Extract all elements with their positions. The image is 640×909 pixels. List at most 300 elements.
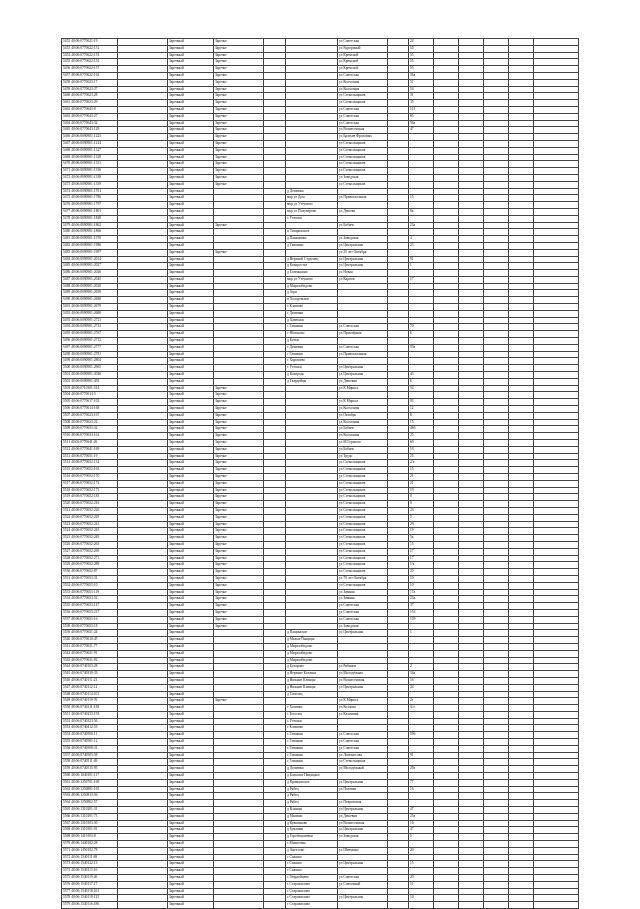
empty-cell — [388, 304, 409, 311]
empty-cell — [118, 304, 168, 311]
empty-cell — [484, 705, 509, 712]
empty-cell — [484, 242, 509, 249]
empty-cell — [264, 406, 286, 413]
empty-cell — [484, 229, 509, 236]
empty-cell — [118, 813, 168, 820]
table-row — [62, 242, 579, 249]
district: Заречный — [168, 188, 214, 195]
cadastral-number: 40:06:0770653:16 — [71, 616, 98, 621]
empty-cell — [484, 807, 509, 814]
table-row — [62, 793, 579, 800]
cadastral-number: 40:06:0770623:29 — [71, 100, 98, 105]
table-row — [62, 433, 579, 440]
settlement: д Верхний Студенец — [286, 256, 338, 263]
street: ул Стекольщиков — [338, 535, 388, 542]
cadastral-cell — [62, 290, 118, 297]
street: ул Стекольщиков — [338, 460, 388, 467]
table-row — [62, 372, 579, 379]
empty-cell — [434, 643, 459, 650]
house-number — [409, 351, 434, 358]
row-number: 5471 — [63, 168, 71, 173]
cadastral-number: 40:06:0090901:1801 — [71, 208, 102, 213]
empty-cell — [434, 270, 459, 277]
empty-cell — [264, 467, 286, 474]
street — [338, 643, 388, 650]
cadastral-number: 40:06:0770653:52 — [71, 596, 98, 601]
table-row — [62, 202, 579, 209]
empty-cell — [434, 283, 459, 290]
row-number: 5571 — [63, 847, 71, 852]
empty-cell — [264, 820, 286, 827]
house-number: 8 — [409, 494, 434, 501]
empty-cell — [434, 759, 459, 766]
settlement — [286, 93, 338, 100]
empty-cell — [118, 290, 168, 297]
empty-cell — [509, 732, 534, 739]
empty-cell — [459, 106, 484, 113]
house-number: 56а — [409, 120, 434, 127]
street: ул Кремской — [338, 66, 388, 73]
settlement: д Рябец — [286, 786, 338, 793]
table-row — [62, 106, 579, 113]
cadastral-number: 40:06:0740119:76 — [71, 698, 98, 703]
house-number: 5 — [409, 834, 434, 841]
settlement: д Мирзаобидово — [286, 657, 338, 664]
empty-cell — [534, 705, 579, 712]
empty-cell — [484, 691, 509, 698]
empty-cell — [534, 154, 579, 161]
empty-cell — [459, 773, 484, 780]
town: Заречье — [214, 154, 264, 161]
empty-cell — [459, 671, 484, 678]
district: Заречный — [168, 480, 214, 487]
empty-cell — [484, 161, 509, 168]
empty-cell — [459, 501, 484, 508]
district: Заречный — [168, 344, 214, 351]
empty-cell — [118, 501, 168, 508]
empty-cell — [509, 392, 534, 399]
empty-cell — [388, 392, 409, 399]
street: ул Стекольщиков — [338, 569, 388, 576]
settlement — [286, 399, 338, 406]
empty-cell — [509, 263, 534, 270]
empty-cell — [388, 72, 409, 79]
town — [214, 766, 264, 773]
empty-cell — [459, 249, 484, 256]
empty-cell — [459, 759, 484, 766]
empty-cell — [118, 820, 168, 827]
row-number: 5534 — [63, 596, 71, 601]
empty-cell — [118, 215, 168, 222]
empty-cell — [434, 433, 459, 440]
cadastral-number: 40:06:0770652:216 — [71, 501, 100, 506]
empty-cell — [264, 344, 286, 351]
settlement — [286, 535, 338, 542]
empty-cell — [388, 127, 409, 134]
house-number — [409, 800, 434, 807]
house-number: 1 — [409, 630, 434, 637]
house-number: 2г — [409, 698, 434, 705]
town — [214, 895, 264, 902]
house-number — [409, 623, 434, 630]
district: Заречный — [168, 562, 214, 569]
empty-cell — [534, 569, 579, 576]
empty-cell — [534, 86, 579, 93]
town: Заречье — [214, 528, 264, 535]
cadastral-cell — [62, 895, 118, 902]
district: Заречный — [168, 72, 214, 79]
town: Заречье — [214, 399, 264, 406]
empty-cell — [118, 786, 168, 793]
settlement: д Ангелово — [286, 847, 338, 854]
empty-cell — [509, 412, 534, 419]
cadastral-number: 40:06:0090901:1224 — [71, 140, 102, 145]
district: Заречный — [168, 793, 214, 800]
row-number: 5558 — [63, 759, 71, 764]
row-number: 5500 — [63, 365, 71, 370]
table-row — [62, 637, 579, 644]
empty-cell — [264, 569, 286, 576]
empty-cell — [434, 745, 459, 752]
district: Заречный — [168, 52, 214, 59]
empty-cell — [484, 106, 509, 113]
empty-cell — [459, 474, 484, 481]
empty-cell — [118, 807, 168, 814]
cadastral-number: 40:06:0770641:26 — [70, 440, 98, 445]
empty-cell — [534, 528, 579, 535]
empty-cell — [264, 249, 286, 256]
empty-cell — [484, 575, 509, 582]
empty-cell — [459, 378, 484, 385]
street: ул Дешева — [338, 208, 388, 215]
town — [214, 820, 264, 827]
district: Заречный — [168, 671, 214, 678]
empty-cell — [118, 596, 168, 603]
table-row — [62, 419, 579, 426]
empty-cell — [264, 52, 286, 59]
empty-cell — [459, 399, 484, 406]
empty-cell — [509, 249, 534, 256]
empty-cell — [264, 419, 286, 426]
empty-cell — [388, 535, 409, 542]
town: Заречье — [214, 460, 264, 467]
town: Заречье — [214, 86, 264, 93]
empty-cell — [459, 460, 484, 467]
empty-cell — [434, 528, 459, 535]
district: Заречный — [168, 66, 214, 73]
empty-cell — [264, 603, 286, 610]
house-number: 4 — [409, 236, 434, 243]
district: Заречный — [168, 304, 214, 311]
empty-cell — [509, 406, 534, 413]
table-row — [62, 304, 579, 311]
row-number: 5459 — [63, 86, 71, 91]
empty-cell — [534, 181, 579, 188]
empty-cell — [509, 718, 534, 725]
house-number — [409, 140, 434, 147]
empty-cell — [534, 120, 579, 127]
empty-cell — [118, 779, 168, 786]
empty-cell — [484, 412, 509, 419]
empty-cell — [459, 392, 484, 399]
settlement: д Кувшиново — [286, 820, 338, 827]
empty-cell — [509, 256, 534, 263]
street — [338, 637, 388, 644]
empty-cell — [534, 446, 579, 453]
empty-cell — [434, 847, 459, 854]
table-row — [62, 263, 579, 270]
settlement: с Хорошево — [286, 358, 338, 365]
settlement: мкр ул Утеуново — [286, 276, 338, 283]
empty-cell — [484, 555, 509, 562]
cadastral-number: 40:06:0770622:153 — [71, 52, 100, 57]
empty-cell — [534, 575, 579, 582]
row-number: 5513 — [63, 453, 71, 458]
row-number: 5488 — [63, 283, 71, 288]
empty-cell — [434, 677, 459, 684]
cadastral-cell — [62, 256, 118, 263]
town: Заречье — [214, 616, 264, 623]
street: ул Привокзальная — [338, 351, 388, 358]
cadastral-number: 40:06:0740111:23 — [71, 677, 98, 682]
table-row — [62, 460, 579, 467]
empty-cell — [264, 895, 286, 902]
cadastral-number: 40:06:0770623:28 — [71, 93, 98, 98]
town — [214, 664, 264, 671]
table-row — [62, 412, 579, 419]
street: ул Стекольщиков — [338, 140, 388, 147]
district: Заречный — [168, 358, 214, 365]
district: Заречный — [168, 242, 214, 249]
empty-cell — [459, 609, 484, 616]
street: ул Центральная — [338, 263, 388, 270]
cadastral-number: 40:06:0740233:193 — [71, 711, 100, 716]
cadastral-cell — [62, 52, 118, 59]
empty-cell — [484, 650, 509, 657]
empty-cell — [388, 813, 409, 820]
district: Заречный — [168, 732, 214, 739]
cadastral-number: 40:06:1310201:31 — [71, 807, 98, 812]
house-number — [409, 297, 434, 304]
town: Заречье — [214, 521, 264, 528]
cadastral-cell — [62, 100, 118, 107]
cadastral-cell — [62, 460, 118, 467]
settlement — [286, 446, 338, 453]
empty-cell — [388, 242, 409, 249]
empty-cell — [388, 229, 409, 236]
cadastral-number: 40:06:0770652:226 — [71, 507, 100, 512]
row-number: 5491 — [63, 304, 71, 309]
house-number: 70 — [409, 324, 434, 331]
empty-cell — [459, 453, 484, 460]
empty-cell — [434, 779, 459, 786]
table-row — [62, 813, 579, 820]
town: Заречье — [214, 541, 264, 548]
settlement: с Сажино — [286, 854, 338, 861]
empty-cell — [484, 134, 509, 141]
empty-cell — [459, 861, 484, 868]
empty-cell — [484, 222, 509, 229]
house-number — [409, 739, 434, 746]
empty-cell — [459, 168, 484, 175]
cadastral-number: 40:06:0090901:1862 — [71, 222, 102, 227]
house-number: 16 — [409, 786, 434, 793]
town: Заречье — [214, 562, 264, 569]
empty-cell — [509, 779, 534, 786]
empty-cell — [459, 86, 484, 93]
town: Заречье — [214, 174, 264, 181]
empty-cell — [459, 66, 484, 73]
empty-cell — [509, 270, 534, 277]
cadastral-cell — [62, 297, 118, 304]
cadastral-cell — [62, 494, 118, 501]
empty-cell — [388, 487, 409, 494]
empty-cell — [118, 854, 168, 861]
street: ул Стекольщиков — [338, 168, 388, 175]
town — [214, 365, 264, 372]
empty-cell — [459, 358, 484, 365]
empty-cell — [459, 623, 484, 630]
row-number: 5527 — [63, 548, 71, 553]
empty-cell — [434, 202, 459, 209]
cadastral-number: 40:06:0090901:2804 — [71, 358, 102, 363]
house-number: 59б — [409, 732, 434, 739]
row-number: 5492 — [63, 310, 71, 315]
empty-cell — [459, 480, 484, 487]
empty-cell — [534, 106, 579, 113]
empty-cell — [118, 426, 168, 433]
empty-cell — [484, 79, 509, 86]
row-number: 5480 — [63, 229, 71, 234]
empty-cell — [388, 256, 409, 263]
table-row — [62, 739, 579, 746]
cadastral-number: 40:06:0090901:2721 — [71, 317, 102, 322]
row-number: 5495 — [63, 331, 71, 336]
empty-cell — [484, 52, 509, 59]
table-row — [62, 671, 579, 678]
cadastral-cell — [62, 276, 118, 283]
empty-cell — [484, 752, 509, 759]
settlement — [286, 569, 338, 576]
empty-cell — [459, 745, 484, 752]
district: Заречный — [168, 718, 214, 725]
street: ул Рябинов — [338, 664, 388, 671]
empty-cell — [434, 881, 459, 888]
district: Заречный — [168, 555, 214, 562]
empty-cell — [459, 297, 484, 304]
row-number: 5452 — [63, 39, 71, 43]
empty-cell — [434, 494, 459, 501]
empty-cell — [459, 406, 484, 413]
cadastral-number: 40:06:0770622:152 — [71, 45, 100, 50]
settlement: д Дешевки — [286, 766, 338, 773]
street: ул Центральная — [338, 827, 388, 834]
district: Заречный — [168, 140, 214, 147]
empty-cell — [484, 72, 509, 79]
settlement — [286, 161, 338, 168]
empty-cell — [484, 202, 509, 209]
empty-cell — [264, 147, 286, 154]
empty-cell — [388, 446, 409, 453]
cadastral-cell — [62, 310, 118, 317]
empty-cell — [264, 861, 286, 868]
town — [214, 344, 264, 351]
empty-cell — [264, 875, 286, 882]
row-number: 5497 — [63, 344, 71, 349]
empty-cell — [434, 786, 459, 793]
district: Заречный — [168, 290, 214, 297]
empty-cell — [264, 868, 286, 875]
cadastral-number: 40:06:0090901:1223 — [71, 134, 102, 139]
cadastral-cell — [62, 385, 118, 392]
empty-cell — [388, 609, 409, 616]
cadastral-number: 40:06:0740500:11 — [71, 732, 98, 737]
empty-cell — [434, 127, 459, 134]
empty-cell — [434, 195, 459, 202]
district: Заречный — [168, 412, 214, 419]
cadastral-cell — [62, 507, 118, 514]
settlement: д Большое Пащицкое — [286, 773, 338, 780]
table-row — [62, 467, 579, 474]
empty-cell — [434, 569, 459, 576]
house-number: 46б — [409, 426, 434, 433]
town — [214, 881, 264, 888]
empty-cell — [534, 317, 579, 324]
empty-cell — [264, 310, 286, 317]
street: ул Советская — [338, 875, 388, 882]
settlement: д Рябец — [286, 793, 338, 800]
empty-cell — [484, 154, 509, 161]
empty-cell — [509, 72, 534, 79]
cadastral-number: 40:06:0090901:2777 — [71, 344, 102, 349]
house-number: 55 — [409, 52, 434, 59]
empty-cell — [509, 827, 534, 834]
table-row — [62, 113, 579, 120]
empty-cell — [264, 256, 286, 263]
house-number: 15 — [409, 419, 434, 426]
empty-cell — [118, 766, 168, 773]
empty-cell — [534, 215, 579, 222]
empty-cell — [264, 392, 286, 399]
empty-cell — [118, 399, 168, 406]
town: Заречье — [214, 609, 264, 616]
cadastral-cell — [62, 725, 118, 732]
empty-cell — [118, 106, 168, 113]
empty-cell — [388, 861, 409, 868]
cadastral-cell — [62, 569, 118, 576]
table-row — [62, 861, 579, 868]
street: ул Советская — [338, 739, 388, 746]
district: Заречный — [168, 372, 214, 379]
empty-cell — [388, 358, 409, 365]
row-number: 5562 — [63, 786, 71, 791]
cadastral-cell — [62, 861, 118, 868]
house-number — [409, 338, 434, 345]
empty-cell — [118, 66, 168, 73]
empty-cell — [534, 358, 579, 365]
empty-cell — [388, 399, 409, 406]
empty-cell — [534, 93, 579, 100]
street: ул Калинина — [338, 711, 388, 718]
table-row — [62, 195, 579, 202]
street: ул Новая — [338, 270, 388, 277]
house-number: 2 — [409, 664, 434, 671]
empty-cell — [434, 514, 459, 521]
empty-cell — [459, 487, 484, 494]
empty-cell — [534, 467, 579, 474]
cadastral-cell — [62, 677, 118, 684]
table-row — [62, 127, 579, 134]
